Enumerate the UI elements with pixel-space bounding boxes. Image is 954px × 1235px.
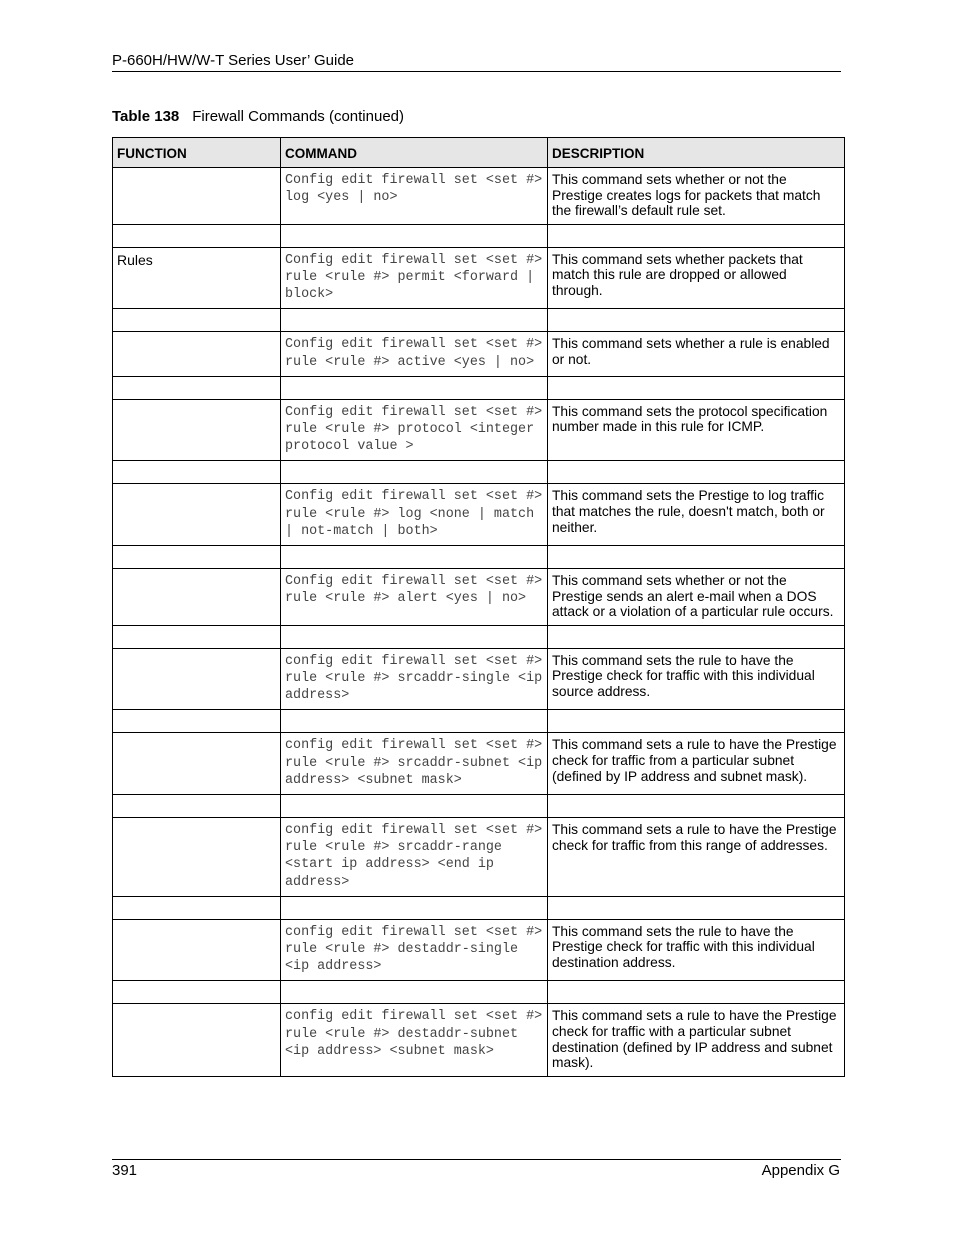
function-cell — [113, 484, 281, 546]
table-row — [113, 168, 845, 225]
command-cell: config edit firewall set <set #> rule <rule #> srcaddr-subnet <ip address> <subnet mask> — [281, 733, 548, 795]
table-body — [113, 168, 845, 1077]
command-cell — [281, 896, 548, 919]
header-divider — [112, 71, 841, 72]
table-row — [113, 710, 845, 733]
table-row — [113, 399, 845, 461]
table-row — [113, 546, 845, 569]
function-cell — [113, 168, 281, 225]
table-header-row — [113, 138, 845, 168]
function-cell — [113, 376, 281, 399]
function-cell — [113, 332, 281, 376]
command-cell — [281, 546, 548, 569]
function-cell — [113, 309, 281, 332]
description-cell: This command sets the Prestige to log traffic that matches the rule, doesn't match, both or neither. — [548, 484, 845, 546]
description-cell — [548, 546, 845, 569]
table-row — [113, 648, 845, 710]
description-cell: This command sets whether packets that match this rule are dropped or allowed through. — [548, 247, 845, 309]
table-row — [113, 332, 845, 376]
description-cell: This command sets a rule to have the Prestige check for traffic from this range of addresses. — [548, 818, 845, 897]
description-cell — [548, 224, 845, 247]
function-cell — [113, 795, 281, 818]
function-cell — [113, 1004, 281, 1076]
table-row — [113, 224, 845, 247]
description-cell: This command sets whether or not the Prestige sends an alert e-mail when a DOS attack or a violation of a particular rule occurs. — [548, 569, 845, 626]
table-row — [113, 1004, 845, 1076]
table-row — [113, 309, 845, 332]
command-cell: Config edit firewall set <set #> log <yes | no> — [281, 168, 548, 225]
description-cell: This command sets whether or not the Prestige creates logs for packets that match the firewall’s default rule set. — [548, 168, 845, 225]
command-cell — [281, 376, 548, 399]
description-cell: This command sets the protocol specification number made in this rule for ICMP. — [548, 399, 845, 461]
table-row — [113, 569, 845, 626]
command-cell: Config edit firewall set <set #> rule <rule #> alert <yes | no> — [281, 569, 548, 626]
command-cell — [281, 710, 548, 733]
table-row — [113, 795, 845, 818]
table-row — [113, 247, 845, 309]
description-cell — [548, 710, 845, 733]
function-cell — [113, 569, 281, 626]
table-caption-number: Table 138 — [112, 108, 180, 125]
function-cell — [113, 625, 281, 648]
table-row — [113, 896, 845, 919]
command-cell: Config edit firewall set <set #> rule <rule #> log <none | match | not-match | both> — [281, 484, 548, 546]
description-cell — [548, 309, 845, 332]
function-cell — [113, 981, 281, 1004]
footer-divider — [112, 1159, 841, 1160]
table-row — [113, 376, 845, 399]
table-row — [113, 625, 845, 648]
command-cell: config edit firewall set <set #> rule <rule #> destaddr-subnet <ip address> <subnet mask> — [281, 1004, 548, 1076]
command-cell: config edit firewall set <set #> rule <rule #> srcaddr-single <ip address> — [281, 648, 548, 710]
column-header-description: DESCRIPTION — [548, 138, 845, 168]
command-cell: Config edit firewall set <set #> rule <rule #> active <yes | no> — [281, 332, 548, 376]
command-cell: Config edit firewall set <set #> rule <rule #> protocol <integer protocol value > — [281, 399, 548, 461]
function-cell — [113, 546, 281, 569]
description-cell — [548, 795, 845, 818]
description-cell: This command sets the rule to have the Prestige check for traffic with this individual source address. — [548, 648, 845, 710]
page-number: 391 — [112, 1162, 138, 1179]
column-header-function: FUNCTION — [113, 138, 281, 168]
function-cell — [113, 648, 281, 710]
description-cell — [548, 376, 845, 399]
running-header-title: P-660H/HW/W-T Series User’ Guide — [112, 52, 355, 69]
table-row — [113, 733, 845, 795]
description-cell — [548, 625, 845, 648]
footer-section-label: Appendix G — [761, 1162, 840, 1179]
function-cell — [113, 733, 281, 795]
command-cell — [281, 461, 548, 484]
table-row — [113, 981, 845, 1004]
description-cell: This command sets a rule to have the Prestige check for traffic from a particular subnet (defined by IP address and subnet mask). — [548, 733, 845, 795]
description-cell — [548, 896, 845, 919]
column-header-command: COMMAND — [281, 138, 548, 168]
function-cell — [113, 399, 281, 461]
description-cell: This command sets whether a rule is enabled or not. — [548, 332, 845, 376]
command-cell: config edit firewall set <set #> rule <rule #> destaddr-single <ip address> — [281, 919, 548, 981]
description-cell: This command sets the rule to have the Prestige check for traffic with this individual destination address. — [548, 919, 845, 981]
function-cell — [113, 896, 281, 919]
function-cell — [113, 818, 281, 897]
command-cell — [281, 224, 548, 247]
table-row — [113, 919, 845, 981]
function-cell: Rules — [113, 247, 281, 309]
command-cell: Config edit firewall set <set #> rule <rule #> permit <forward | block> — [281, 247, 548, 309]
function-cell — [113, 919, 281, 981]
table-row — [113, 461, 845, 484]
function-cell — [113, 224, 281, 247]
firewall-commands-table — [112, 137, 845, 1077]
command-cell — [281, 795, 548, 818]
description-cell: This command sets a rule to have the Prestige check for traffic with a particular subnet destination (defined by IP address and subnet mask). — [548, 1004, 845, 1076]
table-row — [113, 818, 845, 897]
command-cell — [281, 309, 548, 332]
description-cell — [548, 461, 845, 484]
table-caption-text: Firewall Commands (continued) — [192, 108, 405, 125]
function-cell — [113, 710, 281, 733]
command-cell — [281, 981, 548, 1004]
function-cell — [113, 461, 281, 484]
table-caption — [112, 108, 404, 125]
description-cell — [548, 981, 845, 1004]
command-cell — [281, 625, 548, 648]
table-row — [113, 484, 845, 546]
command-cell: config edit firewall set <set #> rule <rule #> srcaddr-range <start ip address> <end ip address> — [281, 818, 548, 897]
